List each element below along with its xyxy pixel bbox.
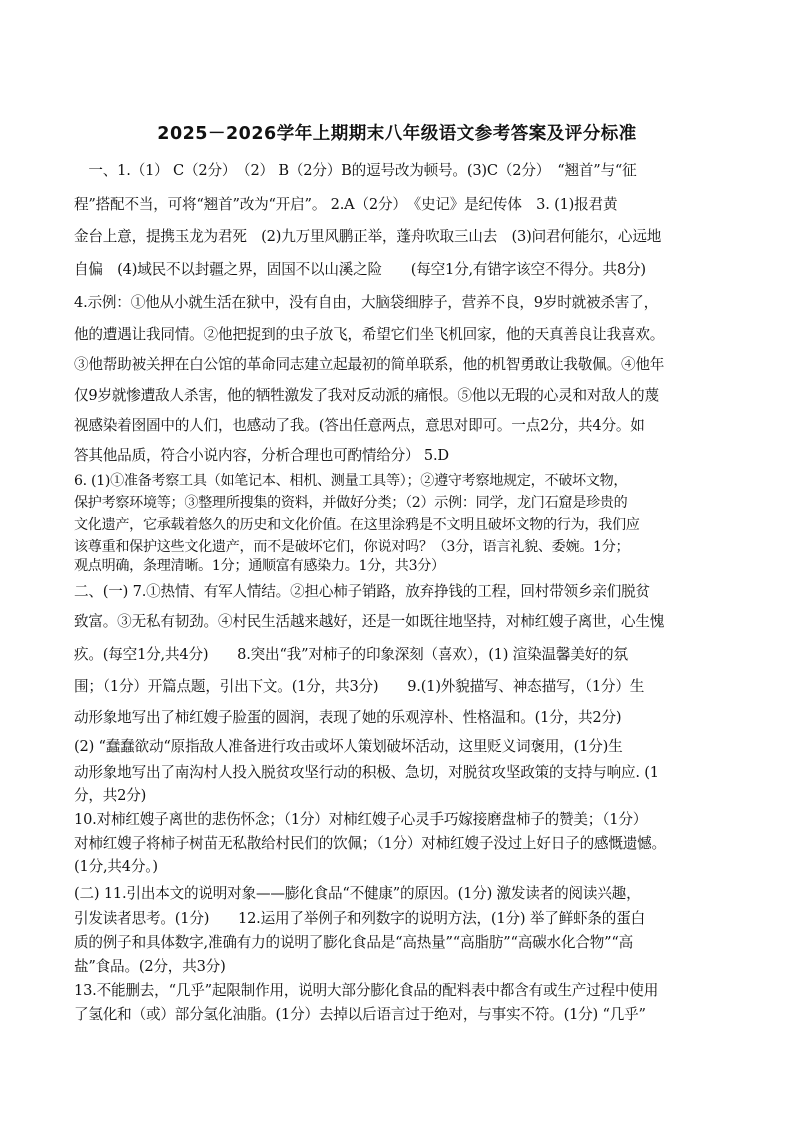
text-line: 了氢化和（或）部分氢化油脂。(1分）去掉以后语言过于绝对，与事实不符。(1分) “几乎”	[74, 1006, 646, 1023]
text-line: 文化遗产，它承载着悠久的历史和文化价值。在这里涂鸦是不文明且破坏文物的行为，我们应	[74, 517, 640, 533]
text-line: 动形象地写出了南沟村人投入脱贫攻坚行动的积极、急切，对脱贫攻坚政策的支持与响应. (1	[74, 764, 659, 781]
text-line: 引发读者思考。(1分) 12.运用了举例子和列数字的说明方法，(1分) 举了鲜虾条的蛋白	[74, 910, 645, 927]
text-line: (二) 11.引出本文的说明对象——膨化食品“不健康”的原因。(1分) 激发读者的阅读兴趣，	[74, 885, 641, 902]
text-line: 10.对柿红嫂子离世的悲伤怀念；（1分）对柿红嫂子心灵手巧嫁接磨盘柿子的赞美；（1分）	[74, 811, 648, 828]
text-line: 答其他品质，符合小说内容，分析合理也可酌情给分） 5.D	[74, 447, 449, 464]
text-line: 质的例子和具体数字,准确有力的说明了膨化食品是“高热量”“高脂肪”“高碳水化合物”“高	[74, 934, 634, 951]
text-line: 13.不能删去，“几乎”起限制作用，说明大部分膨化食品的配料表中都含有或生产过程中使用	[74, 982, 659, 999]
text-line: 疚。(每空1分,共4分) 8.突出“我”对柿子的印象深刻（喜欢），(1) 渲染温馨美好的氛	[74, 646, 628, 663]
text-line: 盐”食品。(2分，共3分)	[74, 958, 226, 975]
text-line: 金台上意，提携玉龙为君死 (2)九万里风鹏正举，蓬舟吹取三山去 (3)问君何能尔，心远地	[74, 228, 662, 245]
text-line: 对柿红嫂子将柿子树苗无私散给村民们的饮佩；（1分）对柿红嫂子没过上好日子的感慨遗憾。	[74, 835, 666, 852]
text-line: 4.示例：①他从小就生活在狱中，没有自由，大脑袋细脖子，营养不良，9岁时就被杀害了，	[74, 294, 658, 311]
text-line: 观点明确，条理清晰。1分；通顺富有感染力。1分，共3分）	[74, 558, 445, 574]
text-line: ③他帮助被关押在白公馆的革命同志建立起最初的简单联系，他的机智勇敢让我敬佩。④他年	[74, 356, 665, 373]
text-line: 视感染着囹圄中的人们，也感动了我。(答出任意两点，意思对即可。一点2分，共4分。如	[74, 417, 645, 434]
text-line: 致富。③无私有韧劲。④村民生活越来越好，还是一如既往地坚持，对柿红嫂子离世，心生愧	[74, 613, 665, 630]
text-line: 他的遭遇让我同情。②他把捉到的虫子放飞，希望它们坐飞机回家，他的天真善良让我喜欢。	[74, 326, 665, 343]
text-line: 该尊重和保护这些文化遗产，而不是破坏它们，你说对吗？（3分，语言礼貌、委婉。1分；	[74, 539, 630, 555]
text-line: 二、(一) 7.①热情、有军人情结。②担心柿子销路，放弃挣钱的工程，回村带领乡亲们脱贫	[74, 583, 650, 600]
text-line: 分，共2分)	[74, 787, 147, 804]
text-line: 自偏 (4)域民不以封疆之界，固国不以山溪之险 (每空1分,有错字该空不得分。共8分)	[74, 261, 646, 278]
text-line: 仅9岁就惨遭敌人杀害，他的牺牲激发了我对反动派的痛恨。⑤他以无瑕的心灵和对敌人的蔑	[74, 387, 659, 404]
text-line: 一、1.（1） C（2分） （2） B（2分）B的逗号改为顿号。(3)C（2分） “翘首”与“征	[74, 162, 637, 179]
text-line: (1分,共4分。)	[74, 858, 158, 875]
text-line: (2) “蠢蠢欲动“原指敌人准备进行攻击或坏人策划破坏活动，这里贬义词褒用，(1分)生	[74, 738, 623, 755]
text-line: 保护考察环境等；③整理所搜集的资料，并做好分类；（2）示例：同学，龙门石窟是珍贵的	[74, 495, 628, 511]
page-title: 2025－2026学年上期期末八年级语文参考答案及评分标准	[157, 124, 637, 144]
text-line: 6. (1)①准备考察工具（如笔记本、相机、测量工具等）；②遵守考察地规定，不破坏文物，	[74, 473, 628, 489]
text-line: 围；（1分）开篇点题，引出下文。(1分，共3分) 9.(1)外貌描写、神态描写，（1分）生	[74, 678, 645, 695]
text-line: 动形象地写出了柿红嫂子脸蛋的圆润，表现了她的乐观淳朴、性格温和。(1分，共2分)	[74, 709, 622, 726]
text-line: 程”搭配不当，可将“翘首”改为“开启”。 2.A（2分） 《史记》是纪传体 3. (1)报君黄	[74, 196, 618, 213]
